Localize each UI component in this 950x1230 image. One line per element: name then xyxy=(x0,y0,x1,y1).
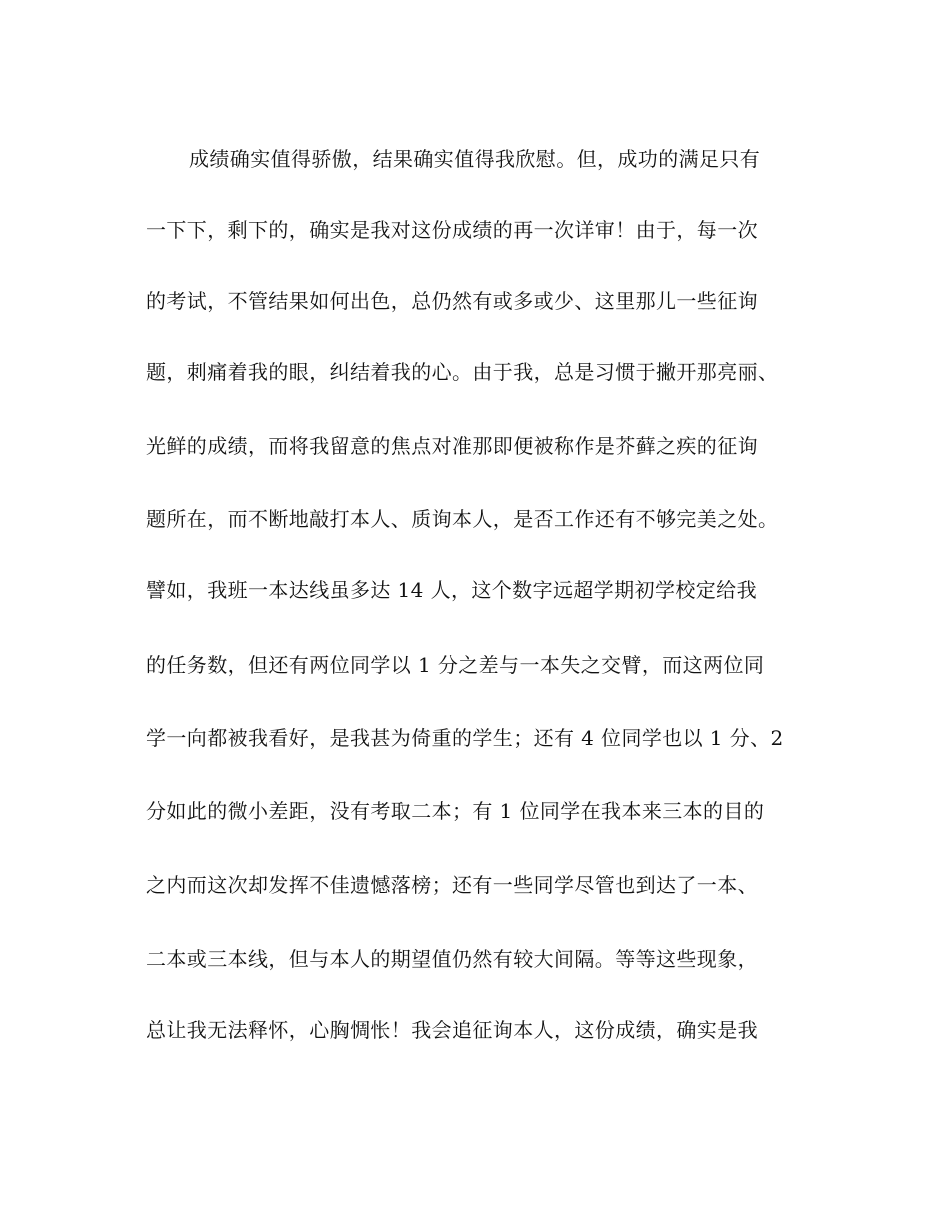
paragraph-line-6: 题所在，而不断地敲打本人、质询本人，是否工作还有不够完美之处。 xyxy=(146,507,779,531)
paragraph-line-4: 题，刺痛着我的眼，纠结着我的心。由于我，总是习惯于撇开那亮丽、 xyxy=(146,360,779,384)
paragraph-line-9: 学一向都被我看好，是我甚为倚重的学生；还有 4 位同学也以 1 分、2 xyxy=(146,726,784,750)
paragraph-line-8: 的任务数，但还有两位同学以 1 分之差与一本失之交臂，而这两位同 xyxy=(146,653,765,677)
paragraph-line-11: 之内而这次却发挥不佳遗憾落榜；还有一些同学尽管也到达了一本、 xyxy=(146,873,758,897)
paragraph-line-5: 光鲜的成绩，而将我留意的焦点对准那即便被称作是芥藓之疾的征询 xyxy=(146,434,758,458)
paragraph-line-3: 的考试，不管结果如何出色，总仍然有或多或少、这里那儿一些征询 xyxy=(146,289,758,313)
paragraph-line-7: 譬如，我班一本达线虽多达 14 人，这个数字远超学期初学校定给我 xyxy=(146,578,757,602)
paragraph-line-1: 成绩确实值得骄傲，结果确实值得我欣慰。但，成功的满足只有 xyxy=(189,147,761,171)
paragraph-line-13: 总让我无法释怀，心胸惆怅！我会追征询本人，这份成绩，确实是我 xyxy=(146,1018,758,1042)
paragraph-line-2: 一下下，剩下的，确实是我对这份成绩的再一次详审！由于，每一次 xyxy=(146,218,758,242)
paragraph-line-10: 分如此的微小差距，没有考取二本；有 1 位同学在我本来三本的目的 xyxy=(146,799,765,823)
paragraph-line-12: 二本或三本线，但与本人的期望值仍然有较大间隔。等等这些现象， xyxy=(146,947,758,971)
